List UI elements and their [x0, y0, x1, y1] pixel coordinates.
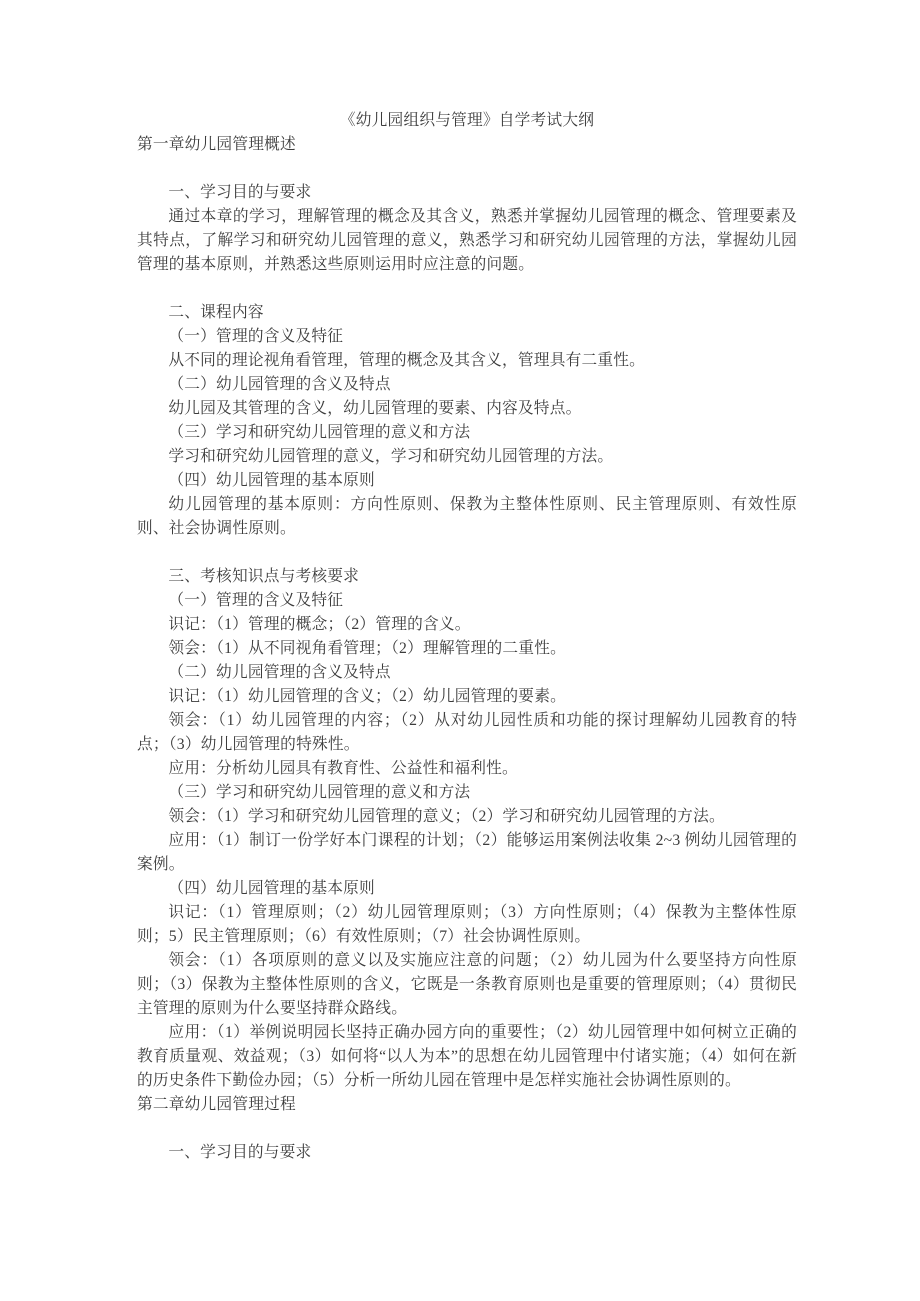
blank-line: [137, 541, 797, 565]
chapter-heading: 第一章幼儿园管理概述: [137, 136, 296, 153]
paragraph: （三）学习和研究幼儿园管理的意义和方法: [168, 424, 471, 441]
paragraph: （四）幼儿园管理的基本原则: [168, 472, 375, 489]
paragraph: 从不同的理论视角看管理，管理的概念及其含义，管理具有二重性。: [168, 352, 646, 369]
paragraph: （一）管理的含义及特征: [168, 328, 344, 345]
paragraph: 应用：（1）制订一份学好本门课程的计划；（2）能够运用案例法收集 2~3 例幼儿园管理的案例。: [137, 832, 797, 873]
paragraph: 识记：（1）管理的概念；（2）管理的含义。: [168, 616, 471, 633]
paragraph: （一）管理的含义及特征: [168, 592, 344, 609]
paragraph: 识记：（1）管理原则；（2）幼儿园管理原则；（3）方向性原则；（4）保教为主整体性原则；5）民主管理原则；（6）有效性原则；（7）社会协调性原则。: [137, 904, 797, 945]
paragraph: 领会：（1）幼儿园管理的内容；（2）从对幼儿园性质和功能的探讨理解幼儿园教育的特点；（3）幼儿园管理的特殊性。: [137, 712, 797, 753]
paragraph: 二、课程内容: [168, 304, 264, 321]
paragraph: 学习和研究幼儿园管理的意义，学习和研究幼儿园管理的方法。: [168, 448, 614, 465]
chapter-heading: 第二章幼儿园管理过程: [137, 1096, 296, 1113]
paragraph: 幼儿园及其管理的含义，幼儿园管理的要素、内容及特点。: [168, 400, 582, 417]
paragraph: 应用：（1）举例说明园长坚持正确办园方向的重要性；（2）幼儿园管理中如何树立正确的教育质量观、效益观；（3）如何将“以人为本”的思想在幼儿园管理中付诸实施；（4）如何在新的历史条件下勤俭办园；（5）分析一所幼儿园在管理中是怎样实施社会协调性原则的。: [137, 1024, 797, 1089]
paragraph: 领会：（1）从不同视角看管理；（2）理解管理的二重性。: [168, 640, 566, 657]
blank-line: [137, 1117, 797, 1141]
blank-line: [137, 277, 797, 301]
paragraph: 应用：分析幼儿园具有教育性、公益性和福利性。: [168, 760, 518, 777]
paragraph: 三、考核知识点与考核要求: [168, 568, 360, 585]
paragraph: （三）学习和研究幼儿园管理的意义和方法: [168, 784, 471, 801]
document-page: [137, 109, 797, 1165]
paragraph: （二）幼儿园管理的含义及特点: [168, 664, 391, 681]
paragraph: 领会：（1）学习和研究幼儿园管理的意义；（2）学习和研究幼儿园管理的方法。: [168, 808, 725, 825]
paragraph: 领会：（1）各项原则的意义以及实施应注意的问题；（2）幼儿园为什么要坚持方向性原则；（3）保教为主整体性原则的含义，它既是一条教育原则也是重要的管理原则；（4）贯彻民主管理的原则为什么要坚持群众路线。: [137, 952, 797, 1017]
document-title: 《幼儿园组织与管理》自学考试大纲: [339, 112, 595, 129]
paragraph: （四）幼儿园管理的基本原则: [168, 880, 375, 897]
paragraph: 一、学习目的与要求: [168, 184, 312, 201]
paragraph: 通过本章的学习，理解管理的概念及其含义，熟悉并掌握幼儿园管理的概念、管理要素及其特点，了解学习和研究幼儿园管理的意义，熟悉学习和研究幼儿园管理的方法，掌握幼儿园管理的基本原则，并熟悉这些原则运用时应注意的问题。: [137, 208, 797, 273]
paragraph: 识记：（1）幼儿园管理的含义；（2）幼儿园管理的要素。: [168, 688, 566, 705]
paragraph: （二）幼儿园管理的含义及特点: [168, 376, 391, 393]
paragraph: 幼儿园管理的基本原则：方向性原则、保教为主整体性原则、民主管理原则、有效性原则、社会协调性原则。: [137, 496, 797, 537]
paragraph: 一、学习目的与要求: [168, 1144, 312, 1161]
blank-line: [137, 157, 797, 181]
